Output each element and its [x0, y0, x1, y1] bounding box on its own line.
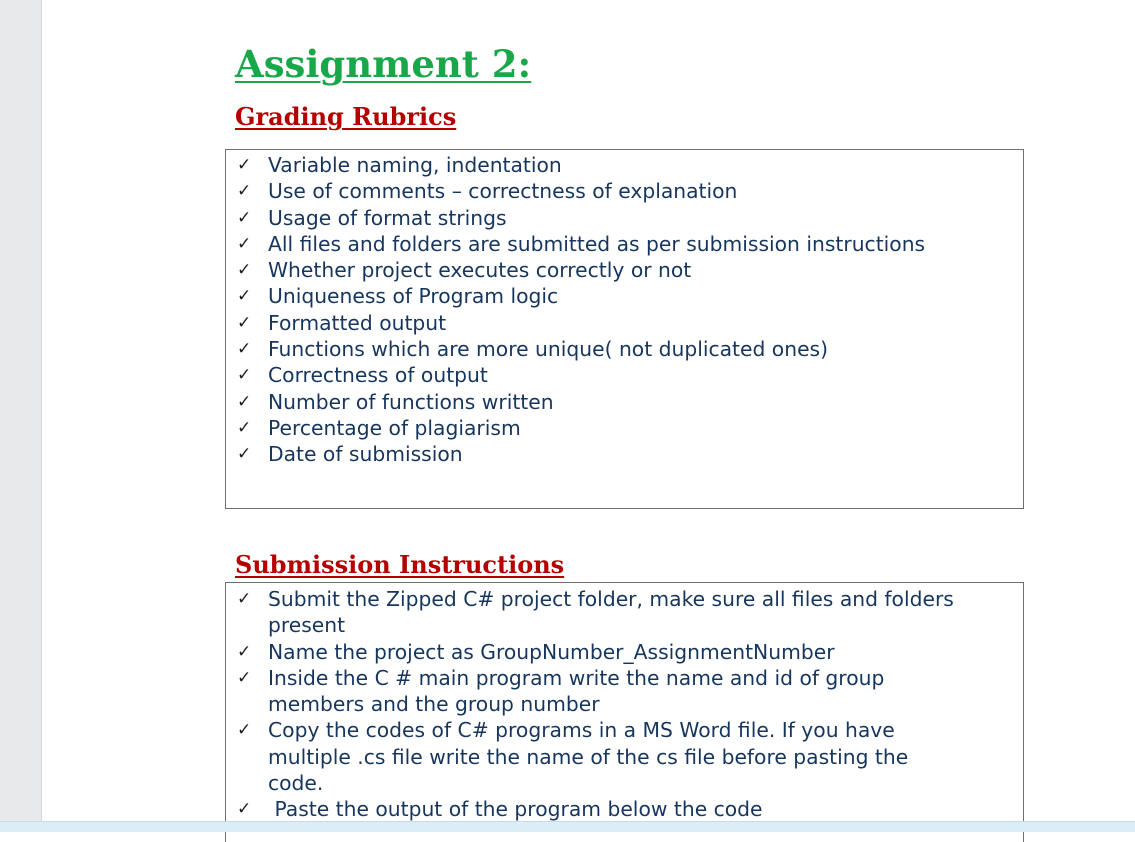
check-icon: ✓	[237, 444, 252, 465]
grading-rubrics-box	[225, 149, 1024, 509]
list-item-text: Variable naming, indentation	[268, 153, 562, 177]
submission-instructions-list	[226, 586, 986, 823]
list-item	[226, 178, 1023, 204]
check-icon: ✓	[237, 720, 252, 741]
list-item	[226, 257, 1023, 283]
check-icon: ✓	[237, 155, 252, 175]
check-icon: ✓	[237, 365, 252, 386]
check-icon: ✓	[237, 260, 252, 281]
list-item	[226, 152, 1023, 178]
check-icon: ✓	[237, 312, 252, 333]
list-item-text: Correctness of output	[268, 363, 488, 388]
list-item-text: Number of functions written	[268, 389, 554, 414]
check-icon: ✓	[237, 286, 252, 307]
list-item	[226, 796, 986, 822]
list-item-text: Percentage of plagiarism	[268, 415, 521, 440]
list-item	[226, 415, 1023, 441]
document-title: Assignment 2:	[235, 42, 532, 86]
check-icon: ✓	[237, 233, 252, 254]
list-item	[226, 717, 986, 796]
check-icon: ✓	[237, 181, 252, 202]
list-item	[226, 665, 986, 718]
list-item	[226, 231, 1023, 257]
grading-rubrics-heading: Grading Rubrics	[235, 102, 457, 131]
list-item-text: Whether project executes correctly or not	[268, 258, 692, 283]
list-item	[226, 205, 1023, 231]
list-item	[226, 362, 1023, 388]
check-icon: ✓	[237, 339, 252, 360]
check-icon: ✓	[237, 391, 252, 412]
list-item-text: Paste the output of the program below the code	[268, 797, 763, 822]
list-item	[226, 389, 1023, 415]
list-item	[226, 310, 1023, 336]
check-icon: ✓	[237, 589, 252, 609]
list-item-text: Copy the codes of C# programs in a MS Word file. If you have multiple .cs file write the name of the cs file before pasting the code.	[268, 718, 909, 796]
bottom-scroll-bar[interactable]	[0, 821, 1135, 832]
list-item-text: Use of comments – correctness of explanation	[268, 179, 738, 204]
check-icon: ✓	[237, 641, 252, 662]
list-item	[226, 441, 1023, 467]
list-item-text: Functions which are more unique( not duplicated ones)	[268, 337, 829, 362]
check-icon: ✓	[237, 799, 252, 820]
check-icon: ✓	[237, 417, 252, 438]
check-icon: ✓	[237, 667, 252, 688]
list-item	[226, 586, 986, 639]
list-item-text: Name the project as GroupNumber_AssignmentNumber	[268, 639, 835, 664]
submission-instructions-box	[225, 582, 1024, 842]
check-icon: ✓	[237, 207, 252, 228]
list-item	[226, 283, 1023, 309]
list-item-text: Uniqueness of Program logic	[268, 284, 559, 309]
left-gutter	[0, 0, 42, 831]
list-item	[226, 336, 1023, 362]
list-item-text: Usage of format strings	[268, 205, 507, 230]
submission-instructions-heading: Submission Instructions	[235, 550, 565, 579]
list-item-text: Date of submission	[268, 442, 463, 467]
list-item-text: Submit the Zipped C# project folder, make sure all files and folders present	[268, 587, 954, 638]
grading-rubrics-list	[226, 152, 1023, 468]
list-item-text: Inside the C # main program write the name and id of group members and the group number	[268, 665, 885, 717]
list-item-text: All files and folders are submitted as per submission instructions	[268, 231, 926, 256]
list-item-text: Formatted output	[268, 310, 447, 335]
list-item	[226, 639, 986, 665]
